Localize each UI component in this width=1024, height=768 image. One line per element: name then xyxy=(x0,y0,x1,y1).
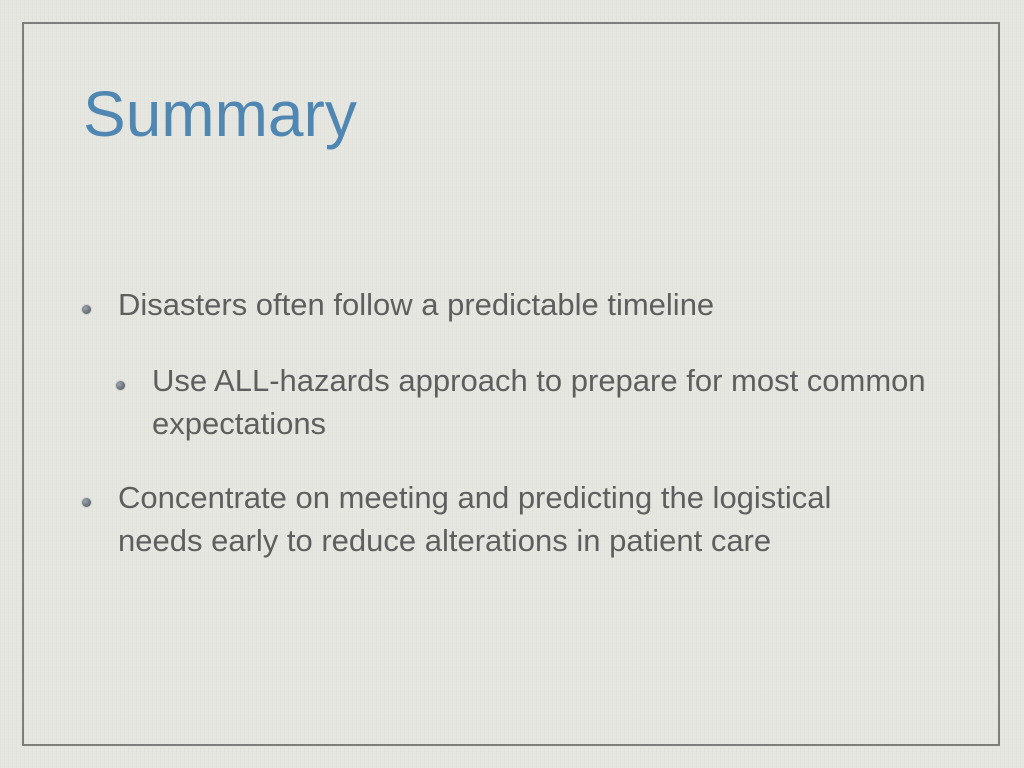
round-bullet-icon xyxy=(116,381,125,390)
bullet-text: Disasters often follow a predictable timeline xyxy=(118,287,715,322)
bullet-item-disasters-timeline xyxy=(118,283,918,326)
bullet-text: Concentrate on meeting and predicting the logistical needs early to reduce alterations in patient care xyxy=(118,480,832,558)
slide-title: Summary xyxy=(83,78,357,150)
bullet-item-logistical-needs xyxy=(118,476,898,562)
bullet-text: Use ALL-hazards approach to prepare for most common expectations xyxy=(152,363,926,441)
bullet-item-all-hazards xyxy=(152,359,932,445)
round-bullet-icon xyxy=(82,498,91,507)
round-bullet-icon xyxy=(82,305,91,314)
